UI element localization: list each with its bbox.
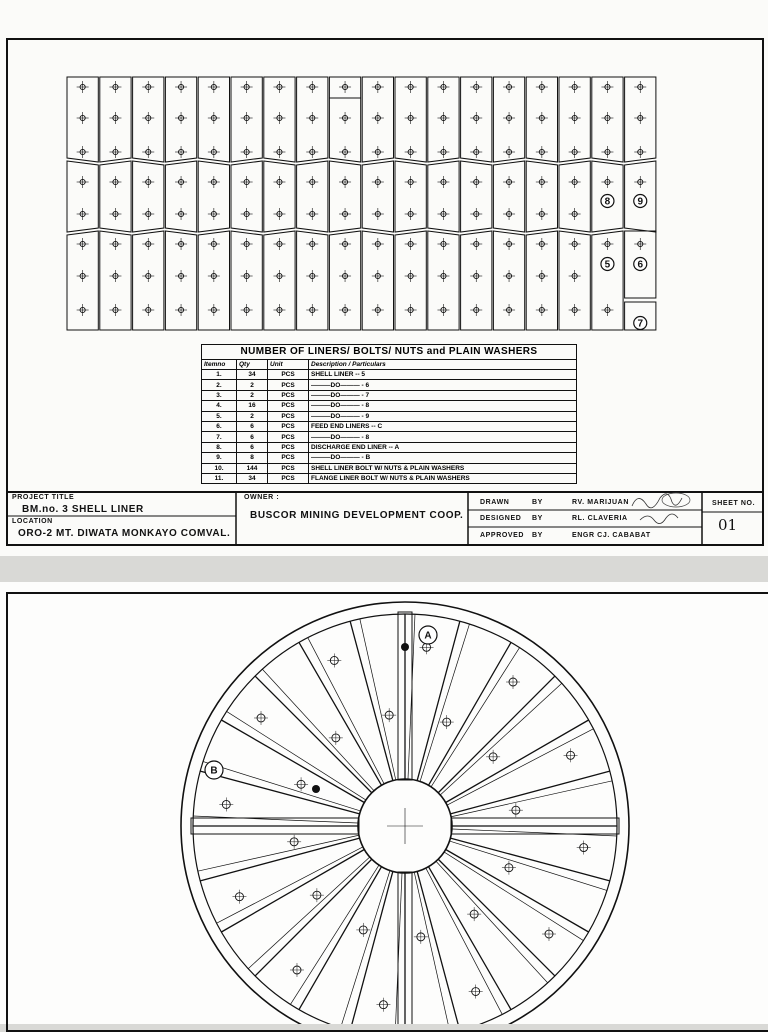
callout-label: A [424,630,432,642]
bom-unit: PCS [268,421,309,431]
bom-quantity: 2 [237,390,268,400]
drawn-by-label: BY [532,499,543,506]
owner-label: OWNER : [244,494,280,501]
liner-segment-edge [438,859,555,976]
bom-item-number: 10. [202,463,237,473]
lifter-bar-line [431,647,520,786]
bom-description: ———DO——— - 9 [309,411,577,421]
bom-unit: PCS [268,411,309,421]
liner-segment-edge [221,720,364,803]
bom-quantity: 2 [237,411,268,421]
project-title: BM.no. 3 SHELL LINER [22,504,144,515]
bom-quantity: 34 [237,473,268,483]
callout-label: 9 [637,196,644,208]
liner-segment-edge [350,621,393,780]
bom-item-number: 8. [202,442,237,452]
callout-label: 8 [604,196,611,208]
bom-description: SHELL LINER -- 5 [309,370,577,380]
liner-segment-edge [221,850,364,933]
bom-description: DISCHARGE END LINER -- A [309,442,577,452]
sheet-no: 01 [718,516,738,534]
bom-header-item: Itemno [202,360,237,370]
bom-description: FLANGE LINER BOLT W/ NUTS & PLAIN WASHERS [311,475,470,483]
bom-description: FEED END LINERS -- C [309,421,577,431]
bom-unit: PCS [268,401,309,411]
bom-quantity: 6 [237,432,268,442]
lifter-bar-line [290,865,379,1004]
liner-segment-edge [450,771,609,814]
owner-name: BUSCOR MINING DEVELOPMENT COOP. [250,510,464,521]
bom-description: ———DO——— - 7 [309,390,577,400]
bom-quantity: 2 [237,380,268,390]
lifter-bar-line [248,857,370,969]
approved-by: ENGR CJ. CABABAT [572,532,651,539]
bom-header-unit: Unit [268,360,309,370]
bom-description: ———DO——— - B [309,453,577,463]
bom-header-description: Description / Particulars [309,360,577,370]
liner-segment-edge [200,838,359,881]
callout-label: 5 [604,259,611,271]
bom-item-number: 5. [202,411,237,421]
lifter-bar-line [426,868,502,1014]
liner-segment-edge [417,871,460,1024]
liner-segment-edge [350,871,393,1024]
designed-by: RL. CLAVERIA [572,515,628,522]
drawn-by: RV. MARIJUAN [572,499,629,506]
bom-unit: PCS [268,432,309,442]
bom-unit: PCS [268,380,309,390]
lifter-bar-line [308,637,384,783]
lifter-bar-line [452,829,617,836]
bom-title: NUMBER OF LINERS/ BOLTS/ NUTS and PLAIN WASHERS [202,345,576,360]
lifter-bar-line [444,852,583,941]
bom-item-number: 9. [202,453,237,463]
liner-segment-edge [438,676,555,793]
bom-quantity: 6 [237,421,268,431]
bom-unit: PCS [268,442,309,452]
lifter-bar-line [226,711,365,800]
bom-item-number: 2. [202,380,237,390]
project-title-label: PROJECT TITLE [12,494,75,501]
liner-segment-edge [429,867,512,1010]
liner-segment-edge [446,850,589,933]
lifter-bar-line [447,729,593,805]
bom-quantity: 6 [237,442,268,452]
bolt-hole-icon [401,643,409,651]
location: ORO-2 MT. DIWATA MONKAYO COMVAL. [18,528,231,539]
lifter-bar-line [360,619,396,780]
bom-header-qty: Qty [237,360,268,370]
lifter-bar-line [440,683,562,795]
sheet-no-label: SHEET NO. [712,500,756,507]
bom-item-number: 6. [202,421,237,431]
lifter-bar-line [216,847,362,923]
designed-by-label: BY [532,515,543,522]
bom-description: ———DO——— - 8 [309,401,577,411]
bom-description: SHELL LINER BOLT W/ NUTS & PLAIN WASHERS [309,463,577,473]
liner-segment-edge [255,859,372,976]
liner-segment-edge [255,676,372,793]
approved-label: APPROVED [480,532,525,539]
bom-quantity: 8 [237,453,268,463]
bom-item-number: 11. [202,473,237,483]
bom-unit: PCS [268,370,309,380]
bom-description: ———DO——— - 6 [309,380,577,390]
callout-label: 6 [637,259,644,271]
bom-item-number: 3. [202,390,237,400]
bom-unit: PCS [268,473,309,483]
bom-unit: PCS [268,390,309,400]
callout-label: B [210,765,218,777]
bom-item-number: 4. [202,401,237,411]
bom-unit: PCS [268,463,309,473]
lifter-bar-line [262,669,374,791]
bom-item-number: 1. [202,370,237,380]
callout-label: 7 [637,318,644,330]
lifter-bar-line [436,861,548,983]
liner-segment-edge [299,642,382,785]
liner-segment-edge [299,867,382,1010]
lifter-bar-line [193,816,358,823]
bolt-hole-icon [312,785,320,793]
designed-label: DESIGNED [480,515,522,522]
liner-segment-edge [429,642,512,785]
lifter-bar-line [451,781,612,817]
bom-quantity: 34 [237,370,268,380]
liner-segment-edge [446,720,589,803]
location-label: LOCATION [12,518,53,525]
bom-description: ———DO——— - 8 [309,432,577,442]
bom-quantity: 144 [237,463,268,473]
approved-by-label: BY [532,532,543,539]
drawn-label: DRAWN [480,499,510,506]
bom-quantity: 16 [237,401,268,411]
lifter-bar-line [198,835,359,871]
bom-item-number: 7. [202,432,237,442]
bom-unit: PCS [268,453,309,463]
